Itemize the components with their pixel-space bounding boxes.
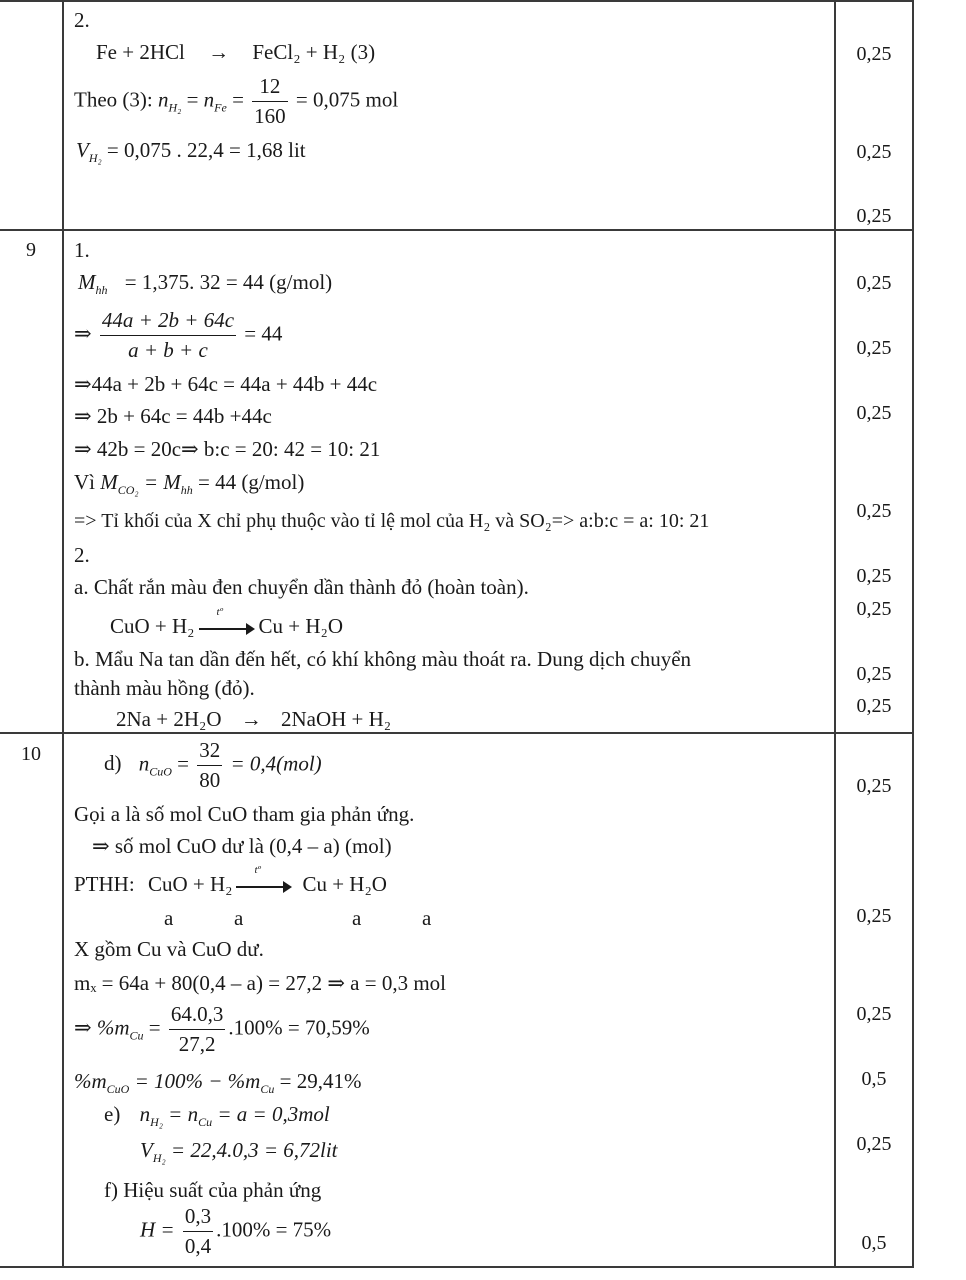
equation-line: ⇒ 42b = 20c⇒ b:c = 20: 42 = 10: 21: [74, 437, 381, 461]
mole-value: a: [164, 906, 174, 930]
row-divider-2: [0, 732, 914, 734]
fraction: $\frac{64.0,3}{27,2}$: [170, 1002, 224, 1056]
fraction: $\frac{12}{160}$: [254, 74, 286, 128]
pthh-line: PTHH: CuO + H₂ tº Cu + H₂O: [74, 864, 387, 896]
part-f-line: f) Hiệu suất của phản ứng: [104, 1178, 322, 1202]
score: 0,25: [856, 43, 892, 65]
answer-line: Gọi a là số mol CuO tham gia phản ứng.: [74, 802, 415, 826]
reaction-na: 2Na + 2H₂O → 2NaOH + H₂: [116, 707, 392, 731]
part-number: 1.: [74, 238, 90, 262]
fraction: $\frac{32}{80}$: [199, 738, 221, 792]
score: 0,5: [861, 1232, 887, 1254]
part-number: 2.: [74, 8, 90, 32]
pct-cu-line: ⇒ $\%m_{Cu}$ = $\frac{64.0,3}{27,2}$ .100% = 70,59%: [74, 1002, 370, 1056]
score: 0,25: [856, 775, 892, 797]
equation-line: ⇒44a + 2b + 64c = 44a + 44b + 44c: [74, 372, 378, 396]
equation-3: [96, 42, 375, 63]
part-e-line: e) $n_{H_2} = n_{Cu} = a = 0,3mol$: [104, 1102, 330, 1130]
answer-line: b. Mẩu Na tan dần đến hết, có khí không màu thoát ra. Dung dịch chuyển: [74, 647, 692, 671]
answer-line: X gồm Cu và CuO dư.: [74, 937, 264, 961]
mhh-line: $M_{hh} = 1,375$. 32 = 44 (g/mol): [78, 270, 333, 298]
theo-result: = 0,075 mol: [295, 87, 399, 112]
answer-line: mₓ = 64a + 80(0,4 – a) = 27,2 ⇒ a = 0,3 mol: [74, 971, 447, 995]
score: 0,25: [856, 905, 892, 927]
row-divider-1: [0, 229, 914, 231]
pct-cuo-line: $\%m_{CuO} = 100\% - \%m_{Cu} = 29,41\%$: [74, 1069, 362, 1097]
score: 0,25: [856, 500, 892, 522]
equation-rhs: FeCl₂ + H₂ (3): [252, 40, 376, 64]
score: 0,25: [856, 1133, 892, 1155]
answer-line: ⇒ số mol CuO dư là (0,4 – a) (mol): [92, 834, 392, 858]
score: 0,25: [856, 337, 892, 359]
question-number: 10: [21, 743, 41, 765]
score: 0,25: [856, 205, 892, 227]
mole-value: a: [234, 906, 244, 930]
arrow-icon: →: [208, 40, 230, 64]
score: 0,25: [856, 1003, 892, 1025]
score: 0,25: [856, 598, 892, 620]
theo-prefix: Theo (3):: [74, 87, 153, 112]
equation-lhs: Fe + 2HCl: [96, 40, 185, 64]
arrow-icon: →: [240, 707, 262, 731]
answer-line: a. Chất rắn màu đen chuyển dần thành đỏ (hoàn toàn).: [74, 575, 529, 599]
ve-line: $V_{H_2} = 22,4.0,3 = 6,72lit$: [140, 1138, 338, 1166]
score: 0,25: [856, 272, 892, 294]
score: 0,5: [861, 1068, 887, 1090]
fraction: $\frac{0,3}{0,4}$: [184, 1204, 212, 1258]
ti-khoi-line: => Tỉ khối của X chỉ phụ thuộc vào tỉ lệ mol của H₂ và SO₂=> a:b:c = a: 10: 21: [74, 510, 710, 532]
volume-line: $V_{H_2} = 0,075$ . 22,4 = 1,68 lit: [76, 138, 306, 166]
part-number: 2.: [74, 543, 90, 567]
arrow-icon: tº: [199, 621, 255, 635]
answer-line: thành màu hồng (đỏ).: [74, 676, 255, 700]
reaction-cuo: CuO + H₂ tº Cu + H₂O: [110, 606, 344, 638]
fraction-line: ⇒ $\frac{44a + 2b + 64c}{a + b + c}$ = 44: [74, 308, 283, 362]
vi-line: Vì $M_{CO_2} = M_{hh} = 44$ (g/mol): [74, 470, 305, 498]
mole-value: a: [422, 906, 432, 930]
table-bottom-border: [0, 1266, 914, 1268]
question-number: 9: [26, 239, 36, 261]
score: 0,25: [856, 402, 892, 424]
score: 0,25: [856, 141, 892, 163]
volume-text: = 0,075 . 22,4 = 1,68 lit: [106, 138, 306, 162]
arrow-icon: tº: [236, 879, 292, 893]
score: 0,25: [856, 565, 892, 587]
mole-value: a: [352, 906, 362, 930]
score: 0,25: [856, 663, 892, 685]
table-top-border: [0, 0, 914, 2]
fraction: $\frac{44a + 2b + 64c}{a + b + c}$: [101, 308, 235, 362]
score: 0,25: [856, 695, 892, 717]
theo-line: Theo (3): $n_{H_2} = n_{Fe}$ = $\frac{12}{160}$ = 0,075 mol: [74, 74, 399, 128]
part-d-line: d) $n_{CuO}$ = $\frac{32}{80}$ = 0,4(mol): [104, 738, 322, 792]
equation-line: ⇒ 2b + 64c = 44b +44c: [74, 404, 272, 428]
efficiency-line: H = $\frac{0,3}{0,4}$ .100% = 75%: [140, 1204, 332, 1258]
table-right-border: [912, 0, 914, 1268]
column-divider-left: [62, 0, 64, 1268]
